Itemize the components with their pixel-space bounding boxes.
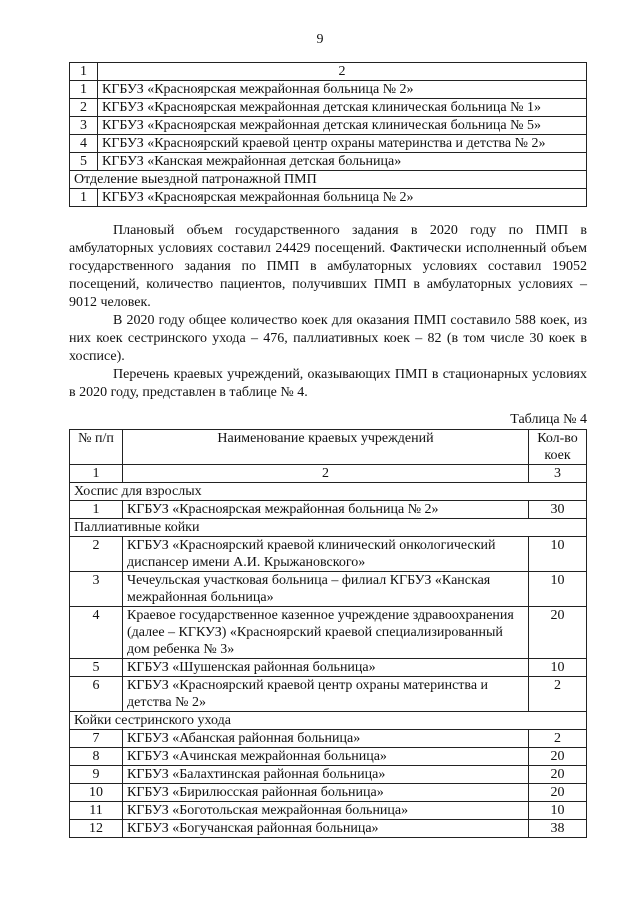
row-number: 9 xyxy=(70,766,123,784)
row-bed-count: 2 xyxy=(529,730,587,748)
row-number: 10 xyxy=(70,784,123,802)
row-institution: КГБУЗ «Боготольская межрайонная больница» xyxy=(123,802,529,820)
row-institution: КГБУЗ «Красноярская межрайонная детская клиническая больница № 1» xyxy=(98,99,587,117)
row-bed-count: 10 xyxy=(529,659,587,677)
row-institution: КГБУЗ «Красноярская межрайонная детская клиническая больница № 5» xyxy=(98,117,587,135)
row-institution: КГБУЗ «Балахтинская районная больница» xyxy=(123,766,529,784)
row-number: 11 xyxy=(70,802,123,820)
table-4 xyxy=(69,429,587,838)
row-institution: Чечеульская участковая больница – филиал КГБУЗ «Канская межрайонная больница» xyxy=(123,572,529,607)
table4-row xyxy=(70,766,587,784)
row-bed-count: 10 xyxy=(529,537,587,572)
table4-row xyxy=(70,607,587,659)
table-header-row xyxy=(70,63,587,81)
table4-row xyxy=(70,748,587,766)
row-bed-count: 20 xyxy=(529,784,587,802)
row-institution: КГБУЗ «Красноярский краевой клинический онкологический диспансер имени А.И. Крыжановского» xyxy=(123,537,529,572)
row-bed-count: 38 xyxy=(529,820,587,838)
header-col2: 2 xyxy=(98,63,587,81)
row-number: 1 xyxy=(70,501,123,519)
table-section-row xyxy=(70,171,587,189)
table4-section-row xyxy=(70,712,587,730)
table-row xyxy=(70,99,587,117)
table4-row xyxy=(70,659,587,677)
row-bed-count: 10 xyxy=(529,802,587,820)
row-number: 4 xyxy=(70,135,98,153)
table4-row xyxy=(70,730,587,748)
paragraph-plan-volume: Плановый объем государственного задания в 2020 году по ПМП в амбулаторных условиях составил 24429 посещений. Фактически исполненный объем государственного задания по ПМП в амбулаторных условиях составил 19052 посещений, количество пациентов, получивших ПМП в амбулаторных условиях – 9012 человек. xyxy=(69,223,587,310)
table-caption: Таблица № 4 xyxy=(510,412,587,427)
table4-row xyxy=(70,784,587,802)
row-number: 2 xyxy=(70,99,98,117)
row-number: 6 xyxy=(70,677,123,712)
table-row xyxy=(70,117,587,135)
colnum-2: 2 xyxy=(123,465,529,483)
row-bed-count: 2 xyxy=(529,677,587,712)
section-title: Отделение выездной патронажной ПМП xyxy=(70,171,587,189)
colnum-3: 3 xyxy=(529,465,587,483)
table4-section-row xyxy=(70,519,587,537)
table-row xyxy=(70,135,587,153)
row-institution: КГБУЗ «Канская межрайонная детская больница» xyxy=(98,153,587,171)
row-number: 5 xyxy=(70,153,98,171)
paragraph-institutions-list: Перечень краевых учреждений, оказывающих ПМП в стационарных условиях в 2020 году, представлен в таблице № 4. xyxy=(69,367,587,400)
table4-row xyxy=(70,820,587,838)
row-institution: КГБУЗ «Бирилюсская районная больница» xyxy=(123,784,529,802)
row-number: 8 xyxy=(70,748,123,766)
table4-row xyxy=(70,572,587,607)
row-bed-count: 20 xyxy=(529,766,587,784)
page-number: 9 xyxy=(316,32,324,47)
table4-row xyxy=(70,677,587,712)
table4-row xyxy=(70,802,587,820)
row-institution: КГБУЗ «Красноярский краевой центр охраны материнства и детства № 2» xyxy=(98,135,587,153)
section-title: Койки сестринского ухода xyxy=(70,712,587,730)
row-institution: КГБУЗ «Богучанская районная больница» xyxy=(123,820,529,838)
row-number: 1 xyxy=(70,189,98,207)
header-num: № п/п xyxy=(70,430,123,465)
row-institution: КГБУЗ «Абанская районная больница» xyxy=(123,730,529,748)
header-name: Наименование краевых учреждений xyxy=(123,430,529,465)
table-row xyxy=(70,153,587,171)
table-row xyxy=(70,189,587,207)
table4-section-row xyxy=(70,483,587,501)
row-number: 1 xyxy=(70,81,98,99)
table-row xyxy=(70,81,587,99)
row-institution: КГБУЗ «Красноярский краевой центр охраны материнства и детства № 2» xyxy=(123,677,529,712)
row-institution: КГБУЗ «Красноярская межрайонная больница № 2» xyxy=(98,189,587,207)
row-number: 3 xyxy=(70,117,98,135)
row-number: 2 xyxy=(70,537,123,572)
row-number: 4 xyxy=(70,607,123,659)
row-number: 12 xyxy=(70,820,123,838)
row-institution: КГБУЗ «Красноярская межрайонная больница № 2» xyxy=(98,81,587,99)
row-bed-count: 20 xyxy=(529,607,587,659)
row-institution: КГБУЗ «Ачинская межрайонная больница» xyxy=(123,748,529,766)
section-title: Паллиативные койки xyxy=(70,519,587,537)
row-institution: КГБУЗ «Красноярская межрайонная больница № 2» xyxy=(123,501,529,519)
table4-row xyxy=(70,501,587,519)
row-number: 5 xyxy=(70,659,123,677)
table4-row xyxy=(70,537,587,572)
row-number: 7 xyxy=(70,730,123,748)
table-continuation xyxy=(69,62,587,207)
header-count: Кол-во коек xyxy=(529,430,587,465)
paragraph-bed-count: В 2020 году общее количество коек для оказания ПМП составило 588 коек, из них коек сестринского ухода – 476, паллиативных коек – 82 (в том числе 30 коек в хосписе). xyxy=(69,313,587,364)
section-title: Хоспис для взрослых xyxy=(70,483,587,501)
row-bed-count: 20 xyxy=(529,748,587,766)
colnum-1: 1 xyxy=(70,465,123,483)
table4-header-row xyxy=(70,430,587,465)
row-institution: Краевое государственное казенное учреждение здравоохранения (далее – КГКУЗ) «Красноярский краевой специализированный дом ребенка № 3» xyxy=(123,607,529,659)
row-institution: КГБУЗ «Шушенская районная больница» xyxy=(123,659,529,677)
row-number: 3 xyxy=(70,572,123,607)
row-bed-count: 30 xyxy=(529,501,587,519)
header-col1: 1 xyxy=(70,63,98,81)
row-bed-count: 10 xyxy=(529,572,587,607)
table4-colnum-row xyxy=(70,465,587,483)
